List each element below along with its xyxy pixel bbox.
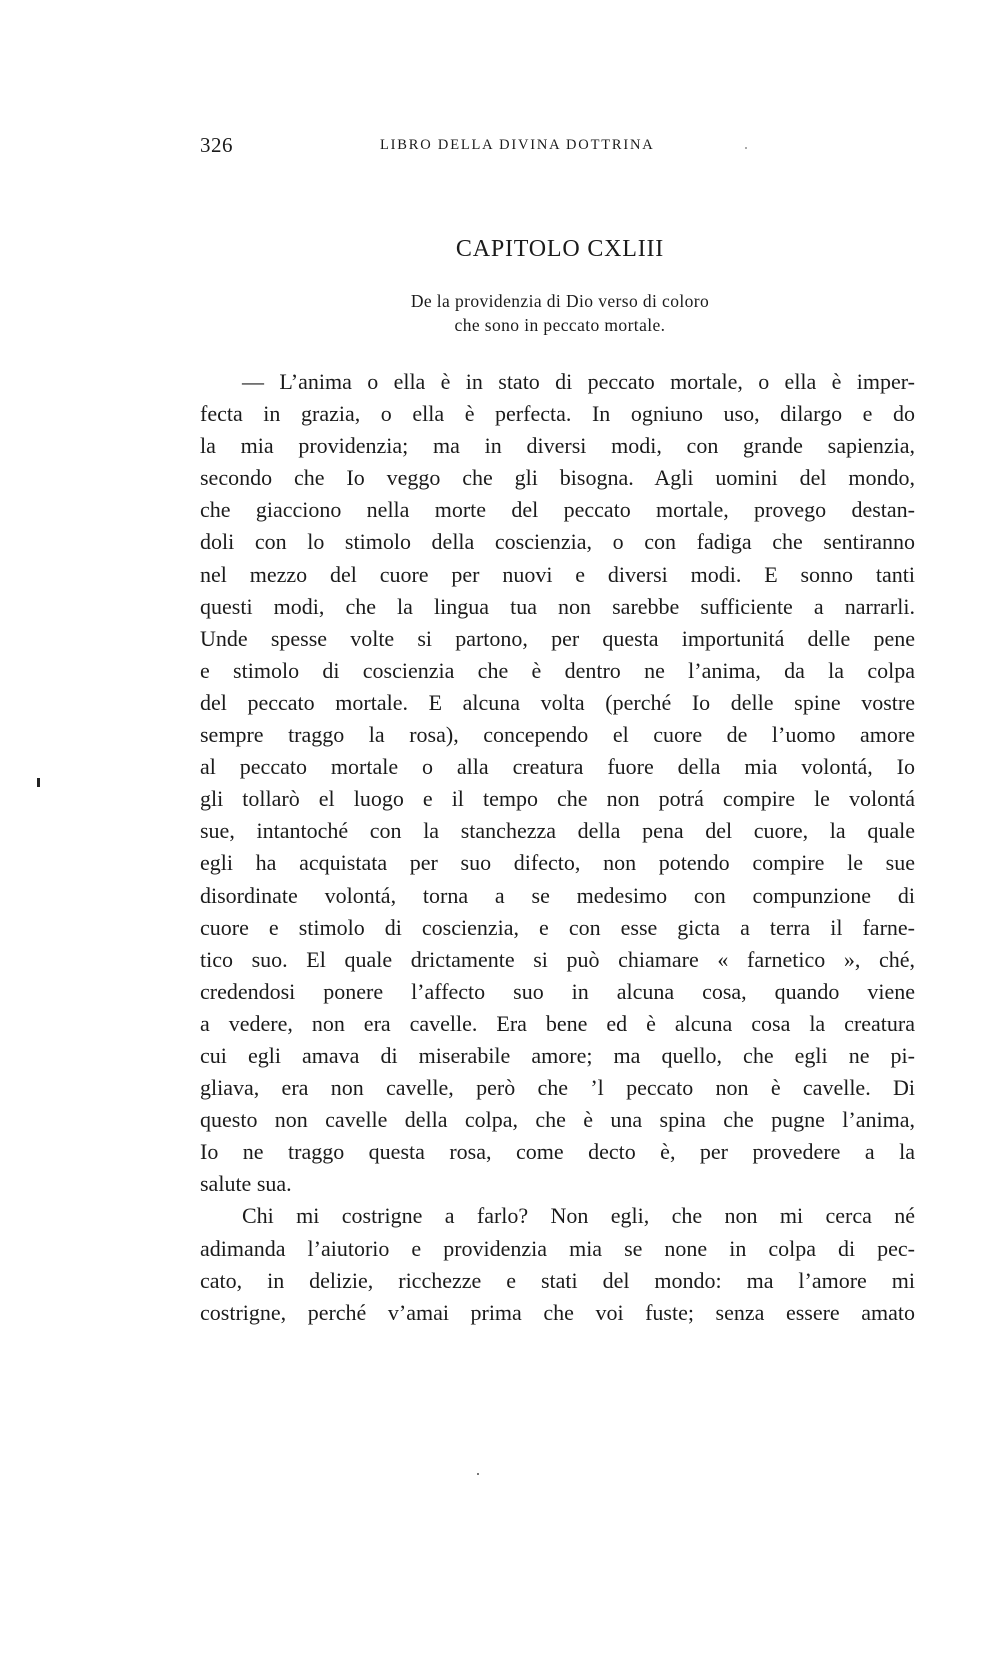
- text-line: — L’anima o ella è in stato di peccato mortale, o ella è imper-: [242, 369, 915, 394]
- text-line: egli ha acquistata per suo difecto, non potendo compire le sue: [200, 850, 915, 876]
- text-line: Io ne traggo questa rosa, come decto è, per provedere a la: [200, 1139, 915, 1165]
- text-line: adimanda l’aiutorio e providenzia mia se none in colpa di pec-: [200, 1235, 915, 1261]
- text-line: tico suo. El quale drictamente si può chiamare « farnetico », ché,: [200, 946, 915, 972]
- text-line: costrigne, perché v’amai prima che voi fuste; senza essere amato: [200, 1299, 915, 1325]
- text-line: disordinate volontá, torna a se medesimo con compunzione di: [200, 882, 915, 908]
- running-head: [200, 133, 740, 163]
- text-line: sempre traggo la rosa), concependo el cuore de l’uomo amore: [200, 722, 915, 748]
- text-line: secondo che Io veggo che gli bisogna. Agli uomini del mondo,: [200, 465, 915, 491]
- text-line: salute sua.: [200, 1171, 292, 1197]
- text-line: Unde spesse volte si partono, per questa importunitá delle pene: [200, 625, 915, 651]
- text-line: doli con lo stimolo della coscienzia, o con fadiga che sentiranno: [200, 529, 915, 555]
- text-line: sue, intantoché con la stanchezza della pena del cuore, la quale: [200, 818, 915, 844]
- running-title: LIBRO DELLA DIVINA DOTTRINA: [380, 137, 655, 153]
- text-line: cui egli amava di miserabile amore; ma quello, che egli ne pi-: [200, 1042, 915, 1068]
- text-line: a vedere, non era cavelle. Era bene ed è alcuna cosa la creatura: [200, 1010, 915, 1036]
- text-line: gliava, era non cavelle, però che ’l peccato non è cavelle. Di: [200, 1075, 915, 1101]
- page-number: 326: [200, 133, 233, 157]
- paragraph-1: [200, 366, 915, 1200]
- scan-speck: [745, 147, 747, 149]
- margin-mark: [37, 778, 40, 787]
- text-line: credendosi ponere l’affecto suo in alcuna cosa, quando viene: [200, 978, 915, 1004]
- text-line: nel mezzo del cuore per nuovi e diversi modi. E sonno tanti: [200, 561, 915, 587]
- chapter-subtitle: [330, 289, 790, 337]
- body-text: [200, 366, 915, 1329]
- text-line: Chi mi costrigne a farlo? Non egli, che non mi cerca né: [242, 1203, 915, 1229]
- text-line: al peccato mortale o alla creatura fuore della mia volontá, Io: [200, 754, 915, 780]
- text-line: del peccato mortale. E alcuna volta (perché Io delle spine vostre: [200, 689, 915, 715]
- text-line: cato, in delizie, ricchezze e stati del mondo: ma l’amore mi: [200, 1267, 915, 1293]
- text-line: fecta in grazia, o ella è perfecta. In ogniuno uso, dilargo e do: [200, 401, 915, 427]
- text-line: questi modi, che la lingua tua non sarebbe sufficiente a narrarli.: [200, 593, 915, 619]
- text-line: gli tollarò el luogo e il tempo che non potrá compire le volontá: [200, 786, 915, 812]
- text-line: questo non cavelle della colpa, che è una spina che pugne l’anima,: [200, 1107, 915, 1133]
- text-line: la mia providenzia; ma in diversi modi, con grande sapienzia,: [200, 433, 915, 459]
- chapter-title: CAPITOLO CXLIII: [455, 236, 665, 262]
- paragraph-2: [200, 1200, 915, 1328]
- text-line: che giacciono nella morte del peccato mortale, provego destan-: [200, 497, 915, 523]
- chapter-subtitle-line: De la providenzia di Dio verso di coloro: [410, 291, 710, 311]
- chapter-subtitle-line: che sono in peccato mortale.: [454, 315, 666, 335]
- scan-speck: [477, 1473, 479, 1475]
- text-line: cuore e stimolo di coscienzia, e con esse gicta a terra il farne-: [200, 914, 915, 940]
- text-line: e stimolo di coscienzia che è dentro ne l’anima, da la colpa: [200, 657, 915, 683]
